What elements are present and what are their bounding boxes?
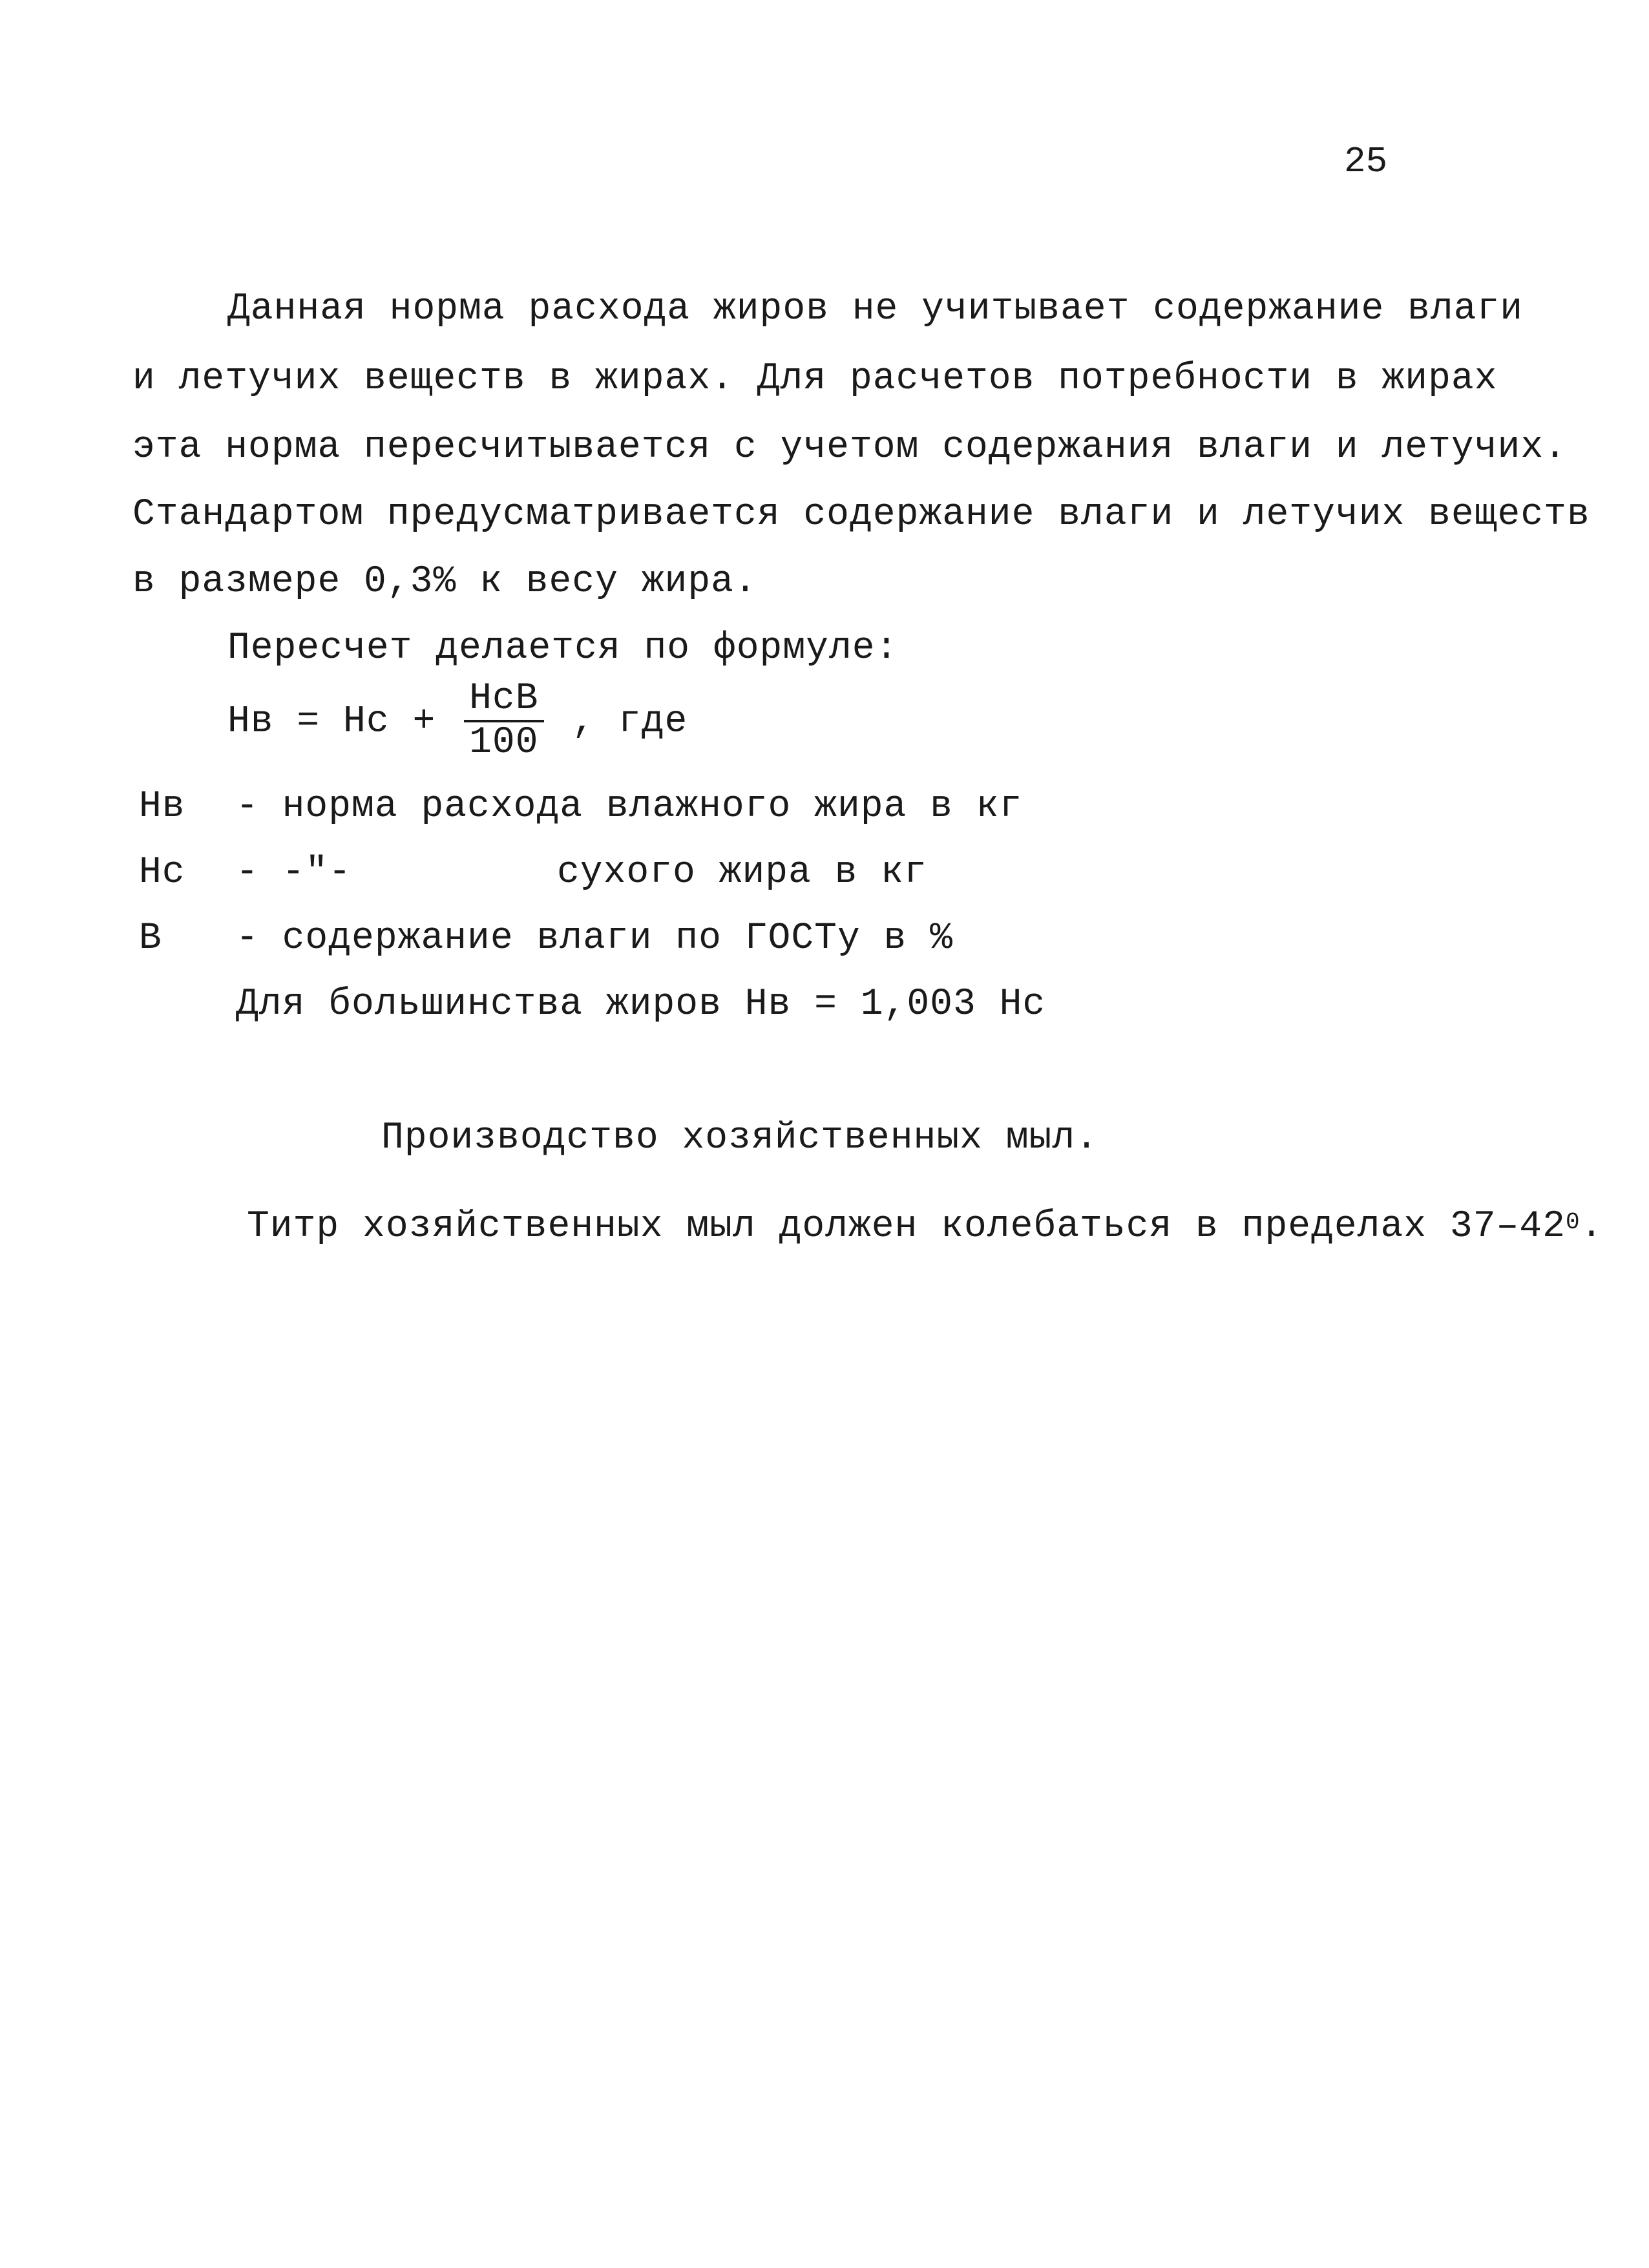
paragraph-line-3: эта норма пересчитывается с учетом содержания влаги и летучих.: [132, 426, 1567, 468]
paragraph-line-4: Стандартом предусматривается содержание влаги и летучих веществ: [132, 494, 1590, 536]
recalc-intro: Пересчет делается по формуле:: [227, 627, 899, 669]
titer-sentence: [247, 1208, 1603, 1249]
formula-suffix: , где: [572, 700, 688, 743]
paragraph-line-2: и летучих веществ в жирах. Для расчетов потребности в жирах: [132, 358, 1498, 400]
definition-text-nc: - -"-: [236, 852, 352, 894]
definition-symbol-nc: Нс: [139, 852, 185, 894]
definition-text-nv: - норма расхода влажного жира в кг: [236, 786, 1023, 828]
definition-symbol-v: В: [139, 918, 162, 960]
formula-denominator: 100: [469, 722, 539, 764]
titer-end: .: [1580, 1206, 1604, 1248]
formula-fraction: [464, 678, 543, 764]
definition-symbol-nv: Нв: [139, 786, 185, 828]
titer-text: Титр хозяйственных мыл должен колебаться в пределах 37–42: [247, 1206, 1566, 1248]
section-heading: Производство хозяйственных мыл.: [381, 1117, 1098, 1159]
formula: [227, 678, 688, 764]
formula-numerator: НсВ: [464, 678, 543, 722]
majority-note: Для большинства жиров Нв = 1,003 Нс: [236, 983, 1046, 1025]
titer-degree: 0: [1565, 1209, 1581, 1235]
paragraph-line-5: в размере 0,3% к весу жира.: [132, 561, 757, 603]
definition-text-nc-continued: сухого жира в кг: [557, 852, 927, 894]
page-number: 25: [1344, 141, 1388, 182]
definition-text-v: - содержание влаги по ГОСТу в %: [236, 918, 953, 960]
formula-lhs: Нв = Нс +: [227, 700, 436, 743]
paragraph-line-1: Данная норма расхода жиров не учитывает содержание влаги: [227, 288, 1524, 330]
